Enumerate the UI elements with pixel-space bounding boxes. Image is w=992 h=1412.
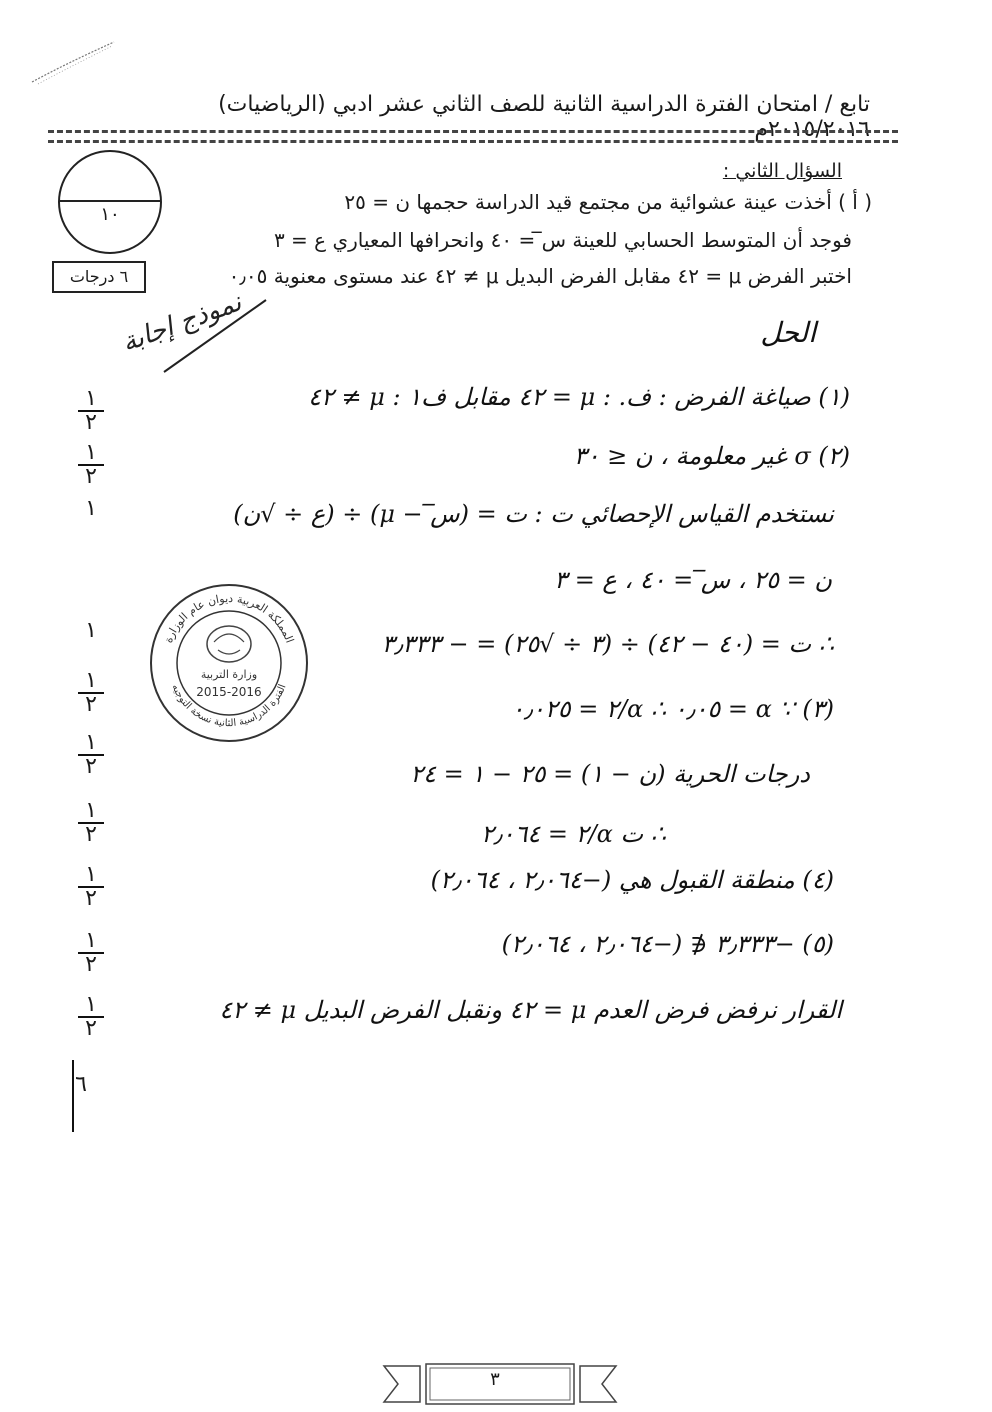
question-marks-box: ٦ درجات (52, 261, 146, 293)
margin-mark: ١ (85, 496, 97, 521)
svg-text:الفترة الدراسية الثانية نسخة ا: الفترة الدراسية الثانية نسخة التوجيه (169, 682, 289, 730)
solution-line: (٢) σ غير معلومة ، ن ≤ ٣٠ (573, 442, 850, 470)
svg-text:2015-2016: 2015-2016 (196, 685, 262, 699)
margin-mark: ١ ٢ (66, 864, 116, 910)
ministry-stamp (148, 582, 310, 744)
svg-text:وزارة التربية: وزارة التربية (200, 668, 258, 681)
question-line-2: فوجد أن المتوسط الحسابي للعينة س̅ = ٤٠ وانحرافها المعياري ع = ٣ (273, 228, 852, 252)
solution-line: (١) صياغة الفرض : ف. : μ = ٤٢ مقابل ف١ : μ ≠ ٤٢ (308, 383, 850, 411)
margin-mark: ١ ٢ (66, 994, 116, 1040)
solution-line: (٤) منطقة القبول هي (−٢٫٠٦٤ ، ٢٫٠٦٤) (430, 866, 834, 894)
question-line-1: ( أ ) أخذت عينة عشوائية من مجتمع قيد الدراسة حجمها ن = ٢٥ (344, 190, 872, 214)
score-total: ١٠ (100, 204, 120, 225)
total-mark-line (72, 1060, 74, 1132)
model-answer-label: نموذج إجابة (118, 287, 246, 359)
solution-title: الحل (760, 316, 816, 349)
svg-text:المملكة العربية ديوان عام الوز: المملكة العربية ديوان عام الوزارة (161, 591, 297, 645)
exam-header-title: تابع / امتحان الفترة الدراسية الثانية للصف الثاني عشر ادبي (الرياضيات) ٢٠١٥/٢٠١٦م (218, 92, 870, 142)
margin-mark: ١ ٢ (66, 670, 116, 716)
header-divider (48, 140, 898, 143)
margin-mark: ١ ٢ (66, 442, 116, 488)
score-circle-divider (60, 200, 160, 202)
solution-line: ∴ ت = (٤٠ − ٤٢) ÷ (٣ ÷ √٢٥) = − ٣٫٣٣٣ (381, 630, 834, 658)
solution-line: ن = ٢٥ ، س̅ = ٤٠ ، ع = ٣ (554, 566, 832, 594)
solution-line: القرار نرفض فرض العدم μ = ٤٢ ونقبل الفرض البديل μ ≠ ٤٢ (219, 996, 842, 1024)
pen-scribble (28, 38, 118, 88)
total-mark: ٦ (75, 1072, 87, 1097)
page-number: ٣ (490, 1369, 500, 1390)
solution-line: درجات الحرية (ن − ١) = ٢٥ − ١ = ٢٤ (410, 760, 810, 788)
solution-line: نستخدم القياس الإحصائي ت : ت = (س̅ − μ) ÷ (ع ÷ √ن) (233, 500, 834, 528)
solution-line: (٣) ∵ α = ٠٫٠٥ ∴ α/٢ = ٠٫٠٢٥ (511, 695, 834, 723)
margin-marks-column (56, 370, 126, 1130)
solution-line: ∴ ت α/٢ = ٢٫٠٦٤ (480, 820, 666, 848)
margin-mark: ١ ٢ (66, 388, 116, 434)
margin-mark: ١ (85, 618, 97, 643)
score-circle (58, 150, 162, 254)
margin-mark: ١ ٢ (66, 800, 116, 846)
question-line-3: اختبر الفرض μ = ٤٢ مقابل الفرض البديل μ ≠ ٤٢ عند مستوى معنوية ٠٫٠٥ (228, 264, 852, 288)
solution-line: (٥) −٣٫٣٣٣ ∉ (−٢٫٠٦٤ ، ٢٫٠٦٤) (501, 930, 834, 958)
margin-mark: ١ ٢ (66, 930, 116, 976)
margin-mark: ١ ٢ (66, 732, 116, 778)
header-divider (48, 130, 898, 133)
question-heading: السؤال الثاني : (722, 160, 842, 182)
